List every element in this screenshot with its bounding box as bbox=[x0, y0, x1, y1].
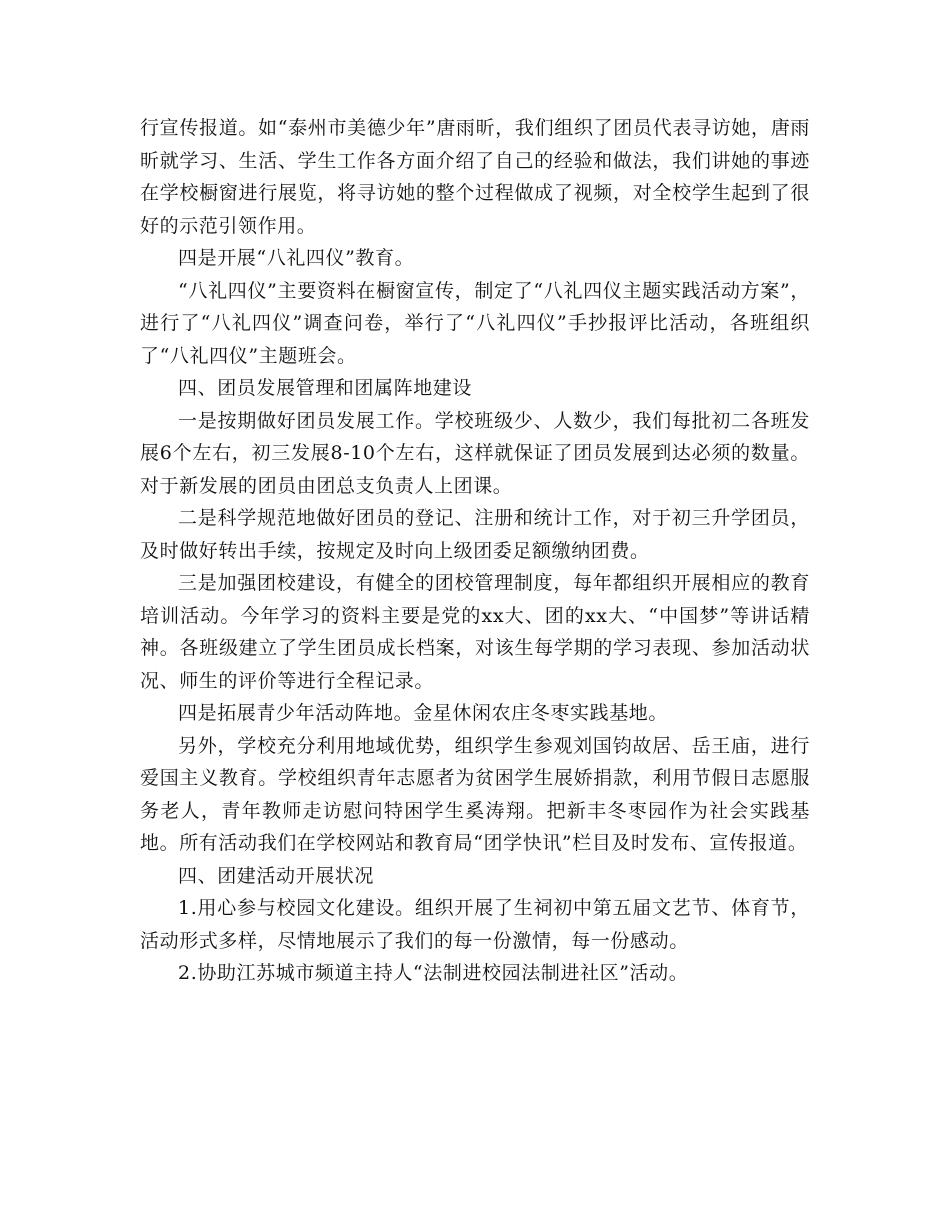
document-body bbox=[140, 112, 810, 990]
section-heading-member-development: 四、团员发展管理和团属阵地建设 bbox=[178, 377, 473, 399]
paragraph-etiquette-detail: “八礼四仪”主要资料在橱窗宣传，制定了“八礼四仪主题实践活动方案”，进行了“八礼四仪”调查问卷，举行了“八礼四仪”手抄报评比活动，各班组织了“八礼四仪”主题班会。 bbox=[140, 279, 810, 367]
paragraph-registration: 二是科学规范地做好团员的登记、注册和统计工作，对于初三升学团员，及时做好转出手续，按规定及时向上级团委足额缴纳团费。 bbox=[140, 507, 810, 562]
paragraph-law-activity: 2.协助江苏城市频道主持人“法制进校园法制进社区”活动。 bbox=[178, 962, 689, 984]
paragraph-activity-base: 四是拓展青少年活动阵地。金星休闲农庄冬枣实践基地。 bbox=[178, 702, 669, 724]
section-heading-activities: 四、团建活动开展状况 bbox=[178, 864, 375, 887]
paragraph-league-school: 三是加强团校建设，有健全的团校管理制度，每年都组织开展相应的教育培训活动。今年学习的资料主要是党的xx大、团的xx大、“中国梦”等讲话精神。各班级建立了学生团员成长档案，对该生每学期的学习表现、参加活动状况、师生的评价等进行全程记录。 bbox=[140, 572, 810, 692]
paragraph-member-recruitment: 一是按期做好团员发展工作。学校班级少、人数少，我们每批初二各班发展6个左右，初三发展8-10个左右，这样就保证了团员发展到达必须的数量。对于新发展的团员由团总支负责人上团课。 bbox=[140, 409, 810, 497]
paragraph-etiquette-item: 四是开展“八礼四仪”教育。 bbox=[178, 247, 415, 269]
paragraph-campus-culture: 1.用心参与校园文化建设。组织开展了生祠初中第五届文艺节、体育节，活动形式多样，尽情地展示了我们的每一份激情，每一份感动。 bbox=[140, 897, 810, 952]
paragraph-continuation: 行宣传报道。如“泰州市美德少年”唐雨昕，我们组织了团员代表寻访她，唐雨昕就学习、生活、学生工作各方面介绍了自己的经验和做法，我们讲她的事迹在学校橱窗进行展览，将寻访她的整个过程做成了视频，对全校学生起到了很好的示范引领作用。 bbox=[140, 117, 810, 237]
paragraph-patriotic-education: 另外，学校充分利用地域优势，组织学生参观刘国钧故居、岳王庙，进行爱国主义教育。学校组织青年志愿者为贫困学生展娇捐款，利用节假日志愿服务老人，青年教师走访慰问特困学生奚涛翔。把新丰冬枣园作为社会实践基地。所有活动我们在学校网站和教育局“团学快讯”栏目及时发布、宣传报道。 bbox=[140, 734, 810, 854]
